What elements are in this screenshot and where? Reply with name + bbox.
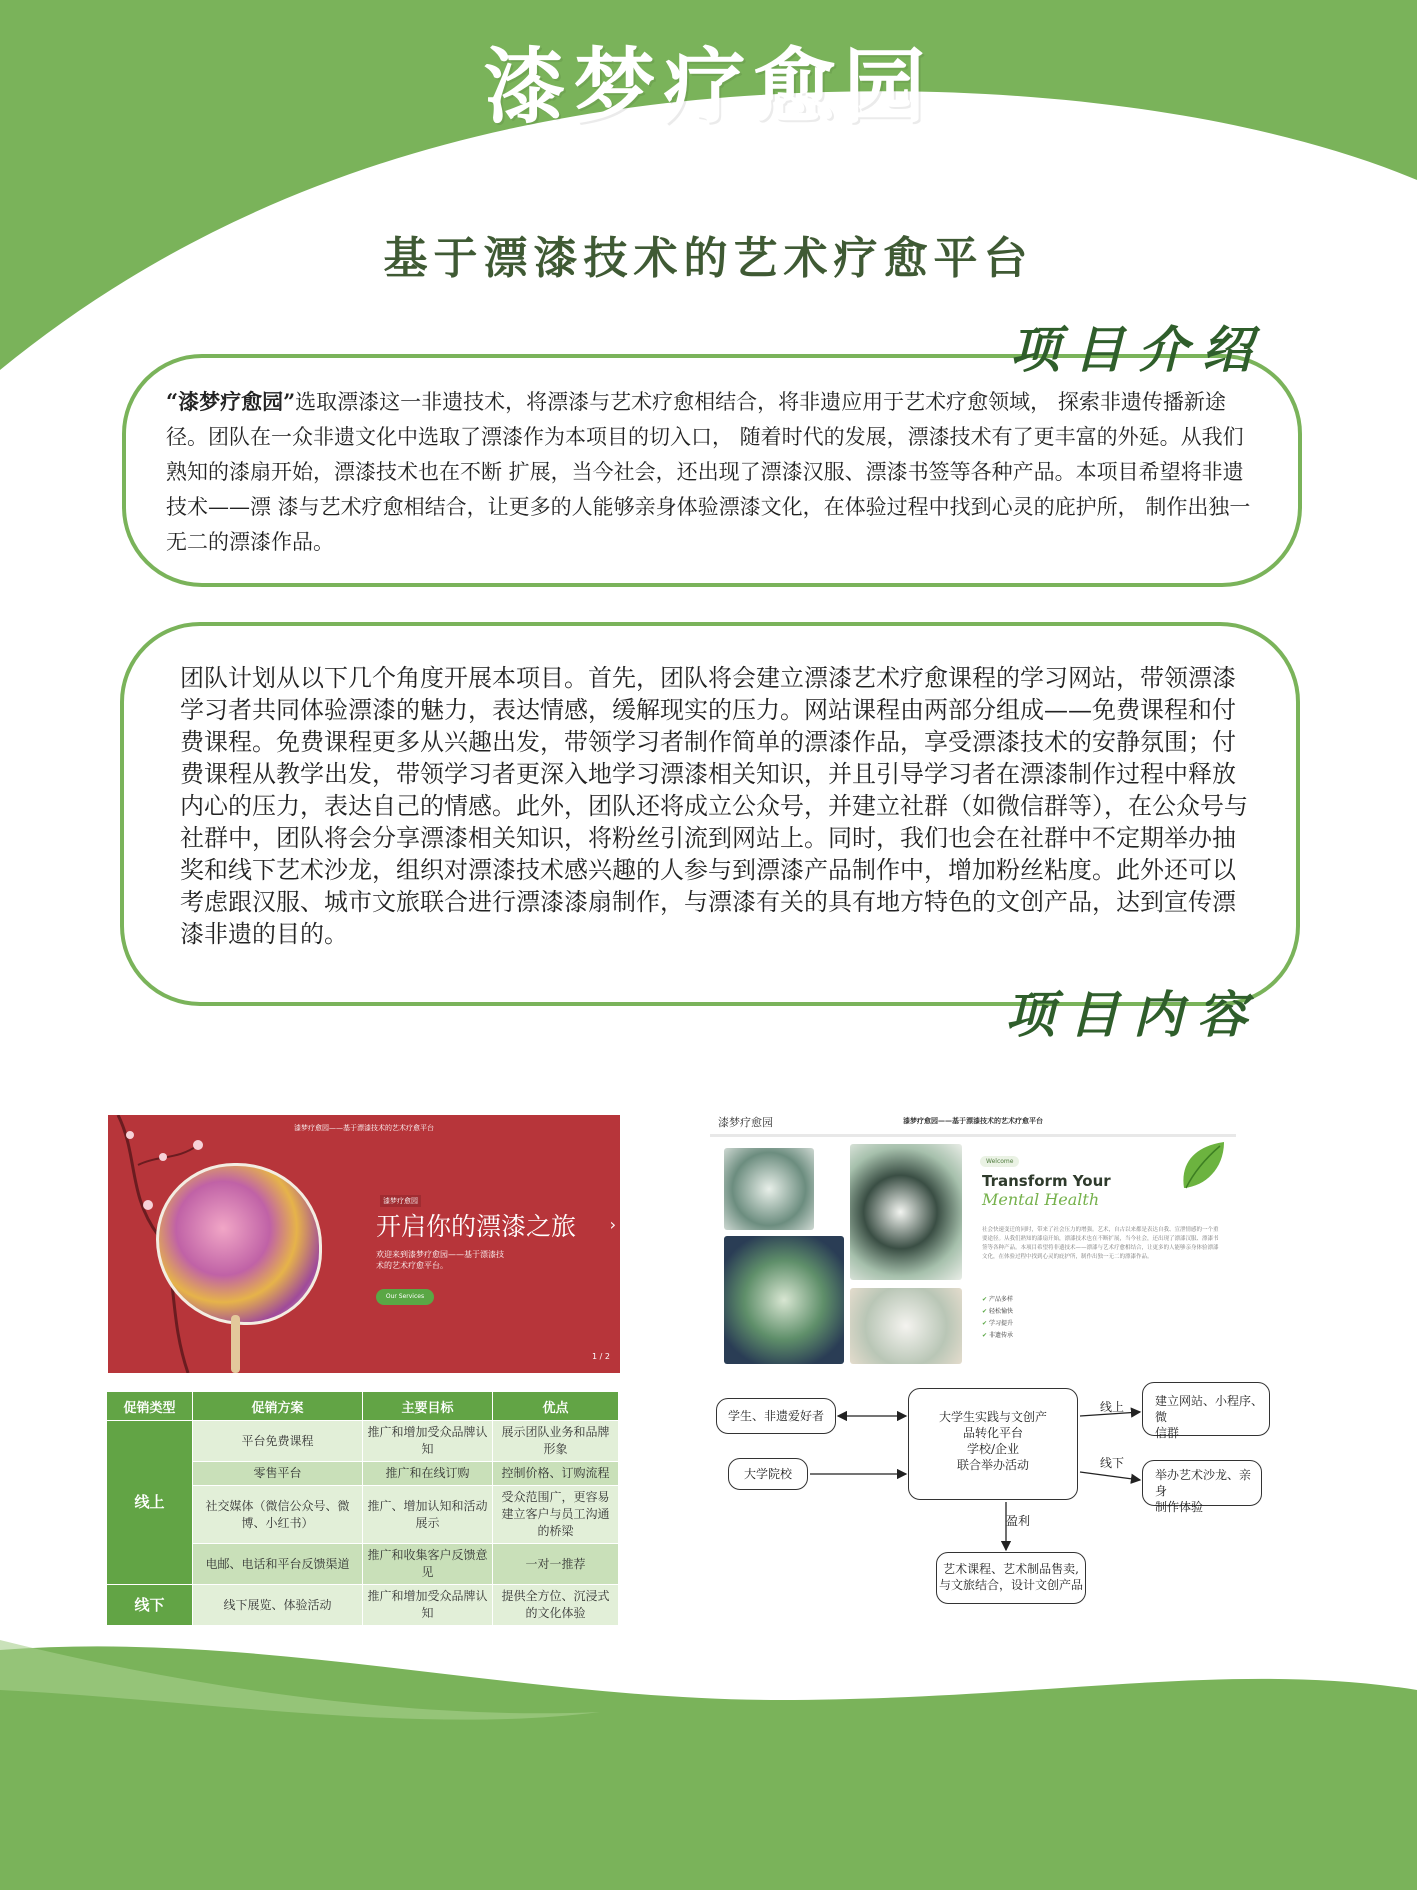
table-header-row: [107, 1392, 619, 1421]
table-cell: 展示团队业务和品牌形象: [493, 1421, 619, 1462]
promotion-table: [106, 1391, 619, 1626]
header-divider: [710, 1134, 1236, 1137]
lacquer-fan-white-image: [850, 1288, 962, 1364]
edge-label-profit: 盈利: [1006, 1514, 1031, 1528]
hero-description: 欢迎来到漆梦疗愈园——基于漂漆技术的艺术疗愈平台。: [376, 1250, 504, 1270]
page-subtitle: 基于漂漆技术的艺术疗愈平台: [383, 233, 1034, 284]
website-screenshot-about: [710, 1108, 1236, 1370]
welcome-badge: Welcome: [980, 1156, 1019, 1167]
plan-box: [120, 622, 1300, 1006]
table-cell: 提供全方位、沉浸式的文化体验: [493, 1585, 619, 1626]
table-cell: 推广和收集客户反馈意见: [363, 1544, 493, 1585]
lacquer-plate-image: [850, 1144, 962, 1280]
feature-item: ✔ 学习提升: [982, 1318, 1013, 1330]
flow-node-offline: [1142, 1460, 1262, 1514]
intro-lead: “漆梦疗愈园”: [166, 389, 296, 414]
section-tag-intro: 项目介绍: [1010, 320, 1266, 379]
about-description: 社会快速变迁的同时，带来了社会压力的增强。艺术，自古以来都是表达自我、宣泄情感的一个重要途径。从我们熟知的漆扇开始，漂漆技术也在不断扩展，当今社会，还出现了漂漆汉服、漂漆书签等各种产品。本项目希望将非遗技术——漂漆与艺术疗愈相结合，让更多的人能够亲身体验漂漆文化，在体验过程中找到心灵的庇护所，制作出独一无二的漂漆作品。: [982, 1227, 1219, 1260]
table-cell: 控制价格、订购流程: [493, 1462, 619, 1486]
table-cell: 推广、增加认知和活动展示: [363, 1486, 493, 1544]
offline-line: 举办艺术沙龙、亲身: [1155, 1468, 1252, 1498]
flow-node-profit: [936, 1552, 1086, 1604]
site-header-title: 漆梦疗愈园——基于漂漆技术的艺术疗愈平台: [294, 1124, 434, 1132]
platform-line: 联合举办活动: [956, 1458, 1029, 1472]
table-cell: 线下展览、体验活动: [193, 1585, 363, 1626]
offline-line: 制作体验: [1155, 1500, 1204, 1514]
group-online: 线上: [107, 1421, 193, 1585]
online-line: 建立网站、小程序、微: [1155, 1394, 1264, 1424]
edge-label-offline: 线下: [1100, 1456, 1125, 1470]
table-header: 促销方案: [193, 1392, 363, 1421]
business-flowchart: [708, 1376, 1278, 1616]
table-cell: 推广和增加受众品牌认知: [363, 1421, 493, 1462]
hero-headline: 开启你的漂漆之旅: [376, 1212, 577, 1241]
intro-text: 选取漂漆这一非遗技术，将漂漆与艺术疗愈相结合，将非遗应用于艺术疗愈领域， 探索非遗传播新途径。团队在一众非遗文化中选取了漂漆作为本项目的切入口， 随着时代的发展，漂漆技术有了更丰富的外延。从我们熟知的漆扇开始，漂漆技术也在不断 扩展，当今社会，还出现了漂漆汉服、漂漆书签等各种产品。本项目希望将非遗技术——漂 漆与艺术疗愈相结合，让更多的人能够亲身体验漂漆文化，在体验过程中找到心灵的庇护所， 制作出独一无二的漂漆作品。: [166, 390, 1251, 554]
our-services-button: Our Services: [376, 1289, 434, 1305]
platform-line: 大学生实践与文创产: [938, 1410, 1047, 1424]
website-screenshot-home: [108, 1115, 620, 1373]
group-offline: 线下: [107, 1585, 193, 1626]
fan-handle: [231, 1315, 240, 1373]
table-cell: 电邮、电话和平台反馈渠道: [193, 1544, 363, 1585]
flow-node-students: 学生、非遗爱好者: [716, 1398, 836, 1434]
hero-heading: Transform Your: [982, 1172, 1111, 1190]
leaf-icon: [1176, 1138, 1228, 1194]
table-cell: 平台免费课程: [193, 1421, 363, 1462]
online-line: 信群: [1155, 1426, 1180, 1440]
flow-node-university: 大学院校: [728, 1458, 808, 1490]
table-cell: 一对一推荐: [493, 1544, 619, 1585]
intro-box: [122, 354, 1302, 587]
site-badge: 漆梦疗愈园: [380, 1195, 421, 1207]
table-header: 主要目标: [363, 1392, 493, 1421]
table-row: [107, 1585, 619, 1626]
table-row: [107, 1421, 619, 1462]
platform-line: 学校/企业: [966, 1442, 1020, 1456]
table-cell: 受众范围广，更容易建立客户与员工沟通的桥梁: [493, 1486, 619, 1544]
table-cell: 推广和增加受众品牌认知: [363, 1585, 493, 1626]
lacquer-bookmark-image: [724, 1148, 814, 1230]
plan-paragraph: 团队计划从以下几个角度开展本项目。首先，团队将会建立漂漆艺术疗愈课程的学习网站，带领漂漆学习者共同体验漂漆的魅力，表达情感，缓解现实的压力。网站课程由两部分组成——免费课程和付费课程。免费课程更多从兴趣出发，带领学习者制作简单的漂漆作品，享受漂漆技术的安静氛围；付费课程从教学出发，带领学习者更深入地学习漂漆相关知识，并且引导学习者在漂漆制作过程中释放内心的压力，表达自己的情感。此外，团队还将成立公众号，并建立社群（如微信群等），在公众号与社群中，团队将会分享漂漆相关知识，将粉丝引流到网站上。同时，我们也会在社群中不定期举办抽奖和线下艺术沙龙，组织对漂漆技术感兴趣的人参与到漂漆产品制作中，增加粉丝粘度。此外还可以考虑跟汉服、城市文旅联合进行漂漆漆扇制作，与漂漆有关的具有地方特色的文创产品，达到宣传漂漆非遗的目的。: [180, 664, 1248, 948]
flow-node-platform: [908, 1388, 1078, 1500]
platform-line: 品转化平台: [962, 1426, 1023, 1440]
edge-label-online: 线上: [1100, 1400, 1125, 1414]
profit-line: 与文旅结合，设计文创产品: [938, 1578, 1083, 1592]
feature-item: ✔ 非遗传承: [982, 1330, 1013, 1342]
page-title: 漆梦疗愈园: [483, 39, 934, 135]
flow-node-online: [1142, 1382, 1270, 1440]
section-tag-content: 项目内容: [1005, 985, 1261, 1044]
slide-indicator: 1 / 2: [592, 1352, 610, 1361]
feature-item: ✔ 产品多样: [982, 1294, 1013, 1306]
lacquer-fan-green-image: [724, 1236, 844, 1364]
next-slide-icon: ›: [609, 1215, 616, 1234]
feature-item: ✔ 轻松愉快: [982, 1306, 1013, 1318]
table-cell: 零售平台: [193, 1462, 363, 1486]
intro-paragraph: [166, 384, 1258, 560]
profit-line: 艺术课程、艺术制品售卖,: [943, 1562, 1079, 1576]
table-cell: 社交媒体（微信公众号、微博、小红书）: [193, 1486, 363, 1544]
site-header-title: 漆梦疗愈园——基于漂漆技术的艺术疗愈平台: [903, 1117, 1043, 1125]
hero-heading-script: Mental Health: [982, 1190, 1100, 1209]
table-cell: 推广和在线订购: [363, 1462, 493, 1486]
feature-list: [982, 1294, 1013, 1342]
table-header: 促销类型: [107, 1392, 193, 1421]
table-header: 优点: [493, 1392, 619, 1421]
site-logo: 漆梦疗愈园: [718, 1116, 773, 1129]
